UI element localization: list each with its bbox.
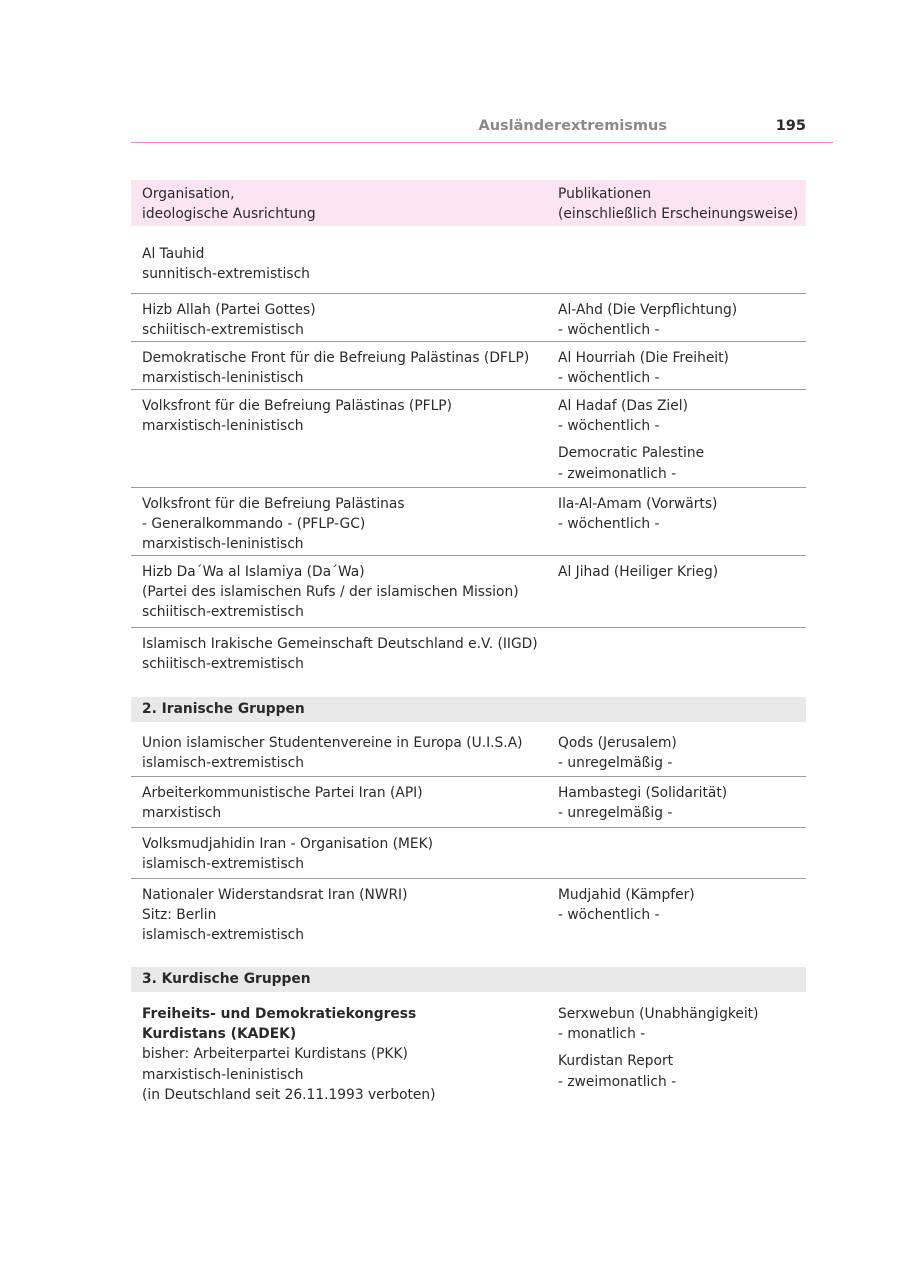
header-line: Organisation,	[142, 186, 235, 202]
org-ideology: marxistisch-leninistisch	[142, 536, 304, 553]
publication-frequency: - wöchentlich -	[558, 370, 660, 387]
org-cell	[142, 1004, 436, 1105]
org-cell	[142, 244, 310, 284]
publication-frequency: - monatlich -	[558, 1026, 646, 1043]
table-row	[131, 390, 806, 488]
org-ideology: islamisch-extremistisch	[142, 927, 304, 944]
org-former-name: bisher: Arbeiterpartei Kurdistans (PKK)	[142, 1046, 408, 1063]
publication-title: Al Hourriah (Die Freiheit)	[558, 350, 729, 366]
table-header	[131, 180, 806, 226]
org-ideology: marxistisch	[142, 805, 222, 822]
publication-frequency: - wöchentlich -	[558, 907, 660, 924]
publication-frequency: - unregelmäßig -	[558, 805, 673, 822]
publication-cell	[558, 733, 677, 773]
org-cell	[142, 733, 523, 773]
page-number: 195	[775, 118, 806, 134]
org-cell	[142, 834, 433, 874]
publication-frequency: - zweimonatlich -	[558, 1073, 677, 1090]
running-header-section: Ausländerextremismus	[478, 118, 667, 134]
table-header-publikationen	[558, 184, 798, 224]
publication-cell	[558, 494, 717, 534]
publication-cell	[558, 783, 727, 823]
publication-title: Mudjahid (Kämpfer)	[558, 887, 695, 903]
publication-cell	[558, 300, 737, 340]
org-name: Arbeiterkommunistische Partei Iran (API)	[142, 785, 423, 801]
table-row	[131, 556, 806, 628]
publication-frequency: - wöchentlich -	[558, 516, 660, 533]
publication-title: Al Hadaf (Das Ziel)	[558, 398, 688, 414]
group-heading-kurdish	[131, 967, 806, 992]
table-row	[131, 244, 806, 294]
org-name: Al Tauhid	[142, 246, 205, 262]
group-heading-iranian	[131, 697, 806, 722]
publication-title: Al-Ahd (Die Verpflichtung)	[558, 302, 738, 318]
publication	[558, 1051, 758, 1091]
publication-title: Serxwebun (Unabhängigkeit)	[558, 1006, 759, 1022]
header-line: ideologische Ausrichtung	[142, 206, 316, 223]
org-cell	[142, 885, 408, 946]
org-name: (Partei des islamischen Rufs / der islamischen Mission)	[142, 584, 519, 601]
table-row	[131, 294, 806, 342]
publication-cell	[558, 348, 729, 388]
publication-title: Al Jihad (Heiliger Krieg)	[558, 564, 719, 580]
org-ideology: schiitisch-extremistisch	[142, 656, 304, 673]
org-cell	[142, 348, 529, 388]
org-name: Islamisch Irakische Gemeinschaft Deutschland e.V. (IIGD)	[142, 636, 538, 652]
publication-frequency: - wöchentlich -	[558, 322, 660, 339]
org-cell	[142, 300, 316, 340]
org-ideology: islamisch-extremistisch	[142, 856, 304, 873]
publication-frequency: - unregelmäßig -	[558, 755, 673, 772]
org-ideology: schiitisch-extremistisch	[142, 604, 304, 621]
publication-title: Democratic Palestine	[558, 445, 705, 462]
table-row	[131, 342, 806, 390]
organization-table	[131, 180, 806, 1113]
header-line: Publikationen	[558, 186, 652, 202]
org-name: Volksfront für die Befreiung Palästinas	[142, 496, 405, 512]
publication	[558, 443, 704, 483]
publication-title: Qods (Jerusalem)	[558, 735, 677, 751]
org-ideology: marxistisch-leninistisch	[142, 418, 304, 435]
group-title: 2. Iranische Gruppen	[142, 701, 305, 717]
publication-cell	[558, 1004, 758, 1092]
org-ideology: marxistisch-leninistisch	[142, 1066, 304, 1083]
org-cell	[142, 396, 452, 436]
publication	[558, 396, 704, 436]
org-name: - Generalkommando - (PFLP-GC)	[142, 516, 366, 533]
org-cell	[142, 494, 405, 555]
table-row	[131, 488, 806, 556]
org-name: Demokratische Front für die Befreiung Palästinas (DFLP)	[142, 350, 530, 366]
publication-frequency: - wöchentlich -	[558, 418, 660, 435]
org-ideology: schiitisch-extremistisch	[142, 322, 304, 339]
table-row	[131, 998, 806, 1113]
org-ideology: islamisch-extremistisch	[142, 755, 304, 772]
publication-title: Ila-Al-Amam (Vorwärts)	[558, 496, 718, 512]
org-name: Nationaler Widerstandsrat Iran (NWRI)	[142, 887, 408, 903]
publication-frequency: - zweimonatlich -	[558, 465, 677, 482]
org-name: Volksfront für die Befreiung Palästinas (PFLP)	[142, 398, 452, 414]
table-row	[131, 828, 806, 879]
org-cell	[142, 562, 519, 623]
org-cell	[142, 634, 538, 674]
publication-cell	[558, 396, 704, 484]
table-header-organisation	[142, 184, 316, 224]
table-row	[131, 777, 806, 828]
org-name: Volksmudjahidin Iran - Organisation (MEK)	[142, 836, 434, 852]
org-name: Hizb Allah (Partei Gottes)	[142, 302, 316, 318]
header-line: (einschließlich Erscheinungsweise)	[558, 206, 799, 223]
org-name-bold: Kurdistans (KADEK)	[142, 1026, 297, 1043]
org-ideology: marxistisch-leninistisch	[142, 370, 304, 387]
org-name: Hizb Da´Wa al Islamiya (Da´Wa)	[142, 564, 365, 580]
org-ideology: sunnitisch-extremistisch	[142, 266, 310, 283]
org-cell	[142, 783, 423, 823]
table-row	[131, 730, 806, 777]
org-name-bold: Freiheits- und Demokratiekongress	[142, 1006, 417, 1022]
org-seat: Sitz: Berlin	[142, 907, 217, 924]
table-row	[131, 879, 806, 967]
running-header	[131, 116, 833, 143]
org-name: Union islamischer Studentenvereine in Europa (U.I.S.A)	[142, 735, 523, 751]
publication-cell	[558, 885, 695, 925]
table-row	[131, 628, 806, 697]
publication-title: Hambastegi (Solidarität)	[558, 785, 728, 801]
publication-cell	[558, 562, 718, 582]
publication-title: Kurdistan Report	[558, 1053, 674, 1070]
publication	[558, 1004, 758, 1044]
org-ban-note: (in Deutschland seit 26.11.1993 verboten)	[142, 1086, 436, 1103]
group-title: 3. Kurdische Gruppen	[142, 971, 311, 987]
